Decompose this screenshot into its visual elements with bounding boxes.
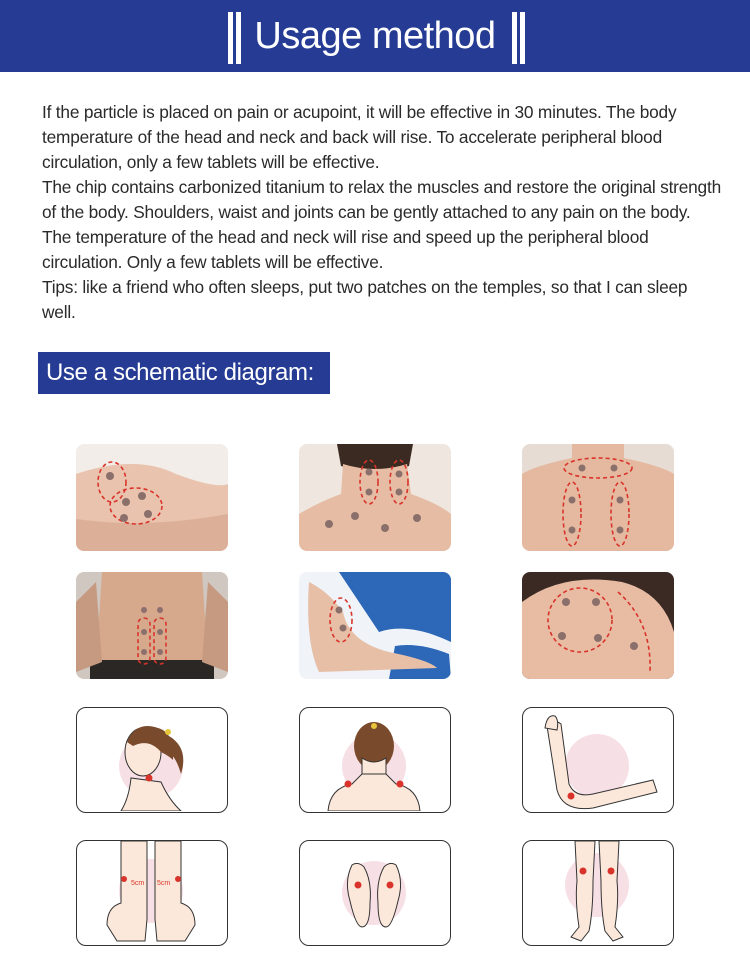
photo-neck (299, 444, 451, 551)
diagram-soles (299, 840, 451, 946)
intro-paragraph: If the particle is placed on pain or acupoint, it will be effective in 30 minutes. The body temperature of the head and neck and back will rise. To accelerate peripheral blood circulation, only a few tablets will be effective. (42, 102, 677, 172)
intro-text (42, 100, 722, 325)
diagram-head-side (76, 707, 228, 813)
banner-bar-right-1 (512, 12, 517, 64)
intro-paragraph: The chip contains carbonized titanium to relax the muscles and restore the original strength of the body. Shoulders, waist and joints can be gently attached to any pain on the body. The temperature of the head and neck will rise and speed up the peripheral blood circulation. Only a few tablets will be effective. (42, 177, 721, 272)
banner-bar-right-2 (520, 12, 525, 64)
photo-knee (522, 572, 674, 679)
photo-lower-back (76, 572, 228, 679)
header-banner (0, 0, 750, 72)
photo-upper-back (522, 444, 674, 551)
photo-elbow (76, 444, 228, 551)
wrist-mark-right: 5cm (157, 880, 171, 887)
section-heading: Use a schematic diagram: (38, 352, 330, 394)
diagram-wrists (76, 840, 228, 946)
intro-paragraph: Tips: like a friend who often sleeps, put two patches on the temples, so that I can sleep well. (42, 277, 688, 322)
wrist-mark-left: 5cm (131, 880, 145, 887)
diagram-elbow (522, 707, 674, 813)
page-title: Usage method (254, 15, 496, 57)
photo-ankle (299, 572, 451, 679)
diagram-shoulders (299, 707, 451, 813)
diagram-legs (522, 840, 674, 946)
